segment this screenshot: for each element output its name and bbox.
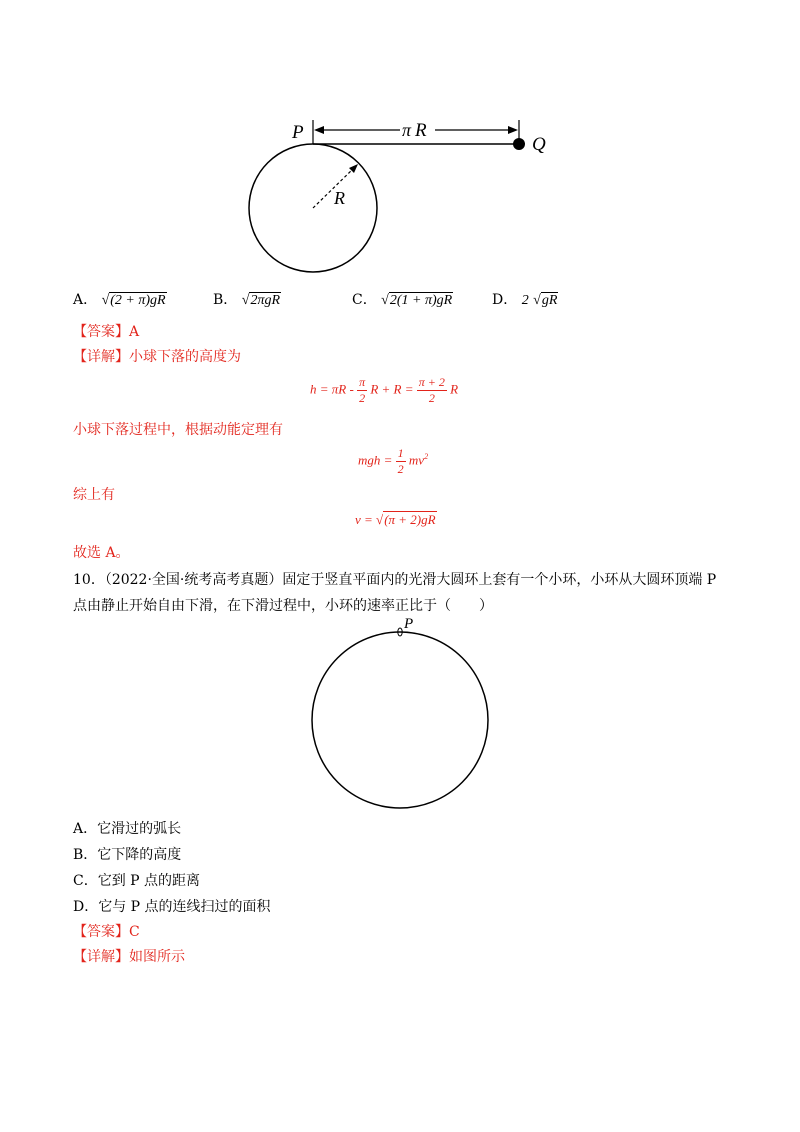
equation-velocity: v = √(π + 2)gR [355, 512, 436, 527]
option-b: B． √2πgR [213, 292, 281, 308]
equation-energy: mgh = $\frac{1}{2}$ $mv^2$ [358, 446, 429, 476]
label-pi: π [402, 120, 412, 140]
q9-conclusion: 故选 A。 [73, 545, 130, 561]
ring-label-p: P [404, 616, 414, 632]
q10-answer: 【答案】C [73, 924, 140, 940]
figure-ring [300, 614, 500, 814]
q10-option-b: B．它下降的高度 [73, 847, 182, 863]
q10-option-c: C．它到 P 点的距离 [73, 873, 201, 889]
q10-stem-line2: 点由静止开始自由下滑，在下滑过程中，小环的速率正比于（ ） [73, 598, 493, 614]
option-c: C． √2(1 + π)gR [352, 292, 453, 308]
q9-detail-line2: 小球下落过程中，根据动能定理有 [73, 422, 283, 438]
q10-stem-line1: 10．（2022·全国·统考高考真题）固定于竖直平面内的光滑大圆环上套有一个小环，小环从大圆环顶端 P [73, 572, 717, 588]
ball-q [513, 138, 525, 150]
option-d: D． 2 √gR [492, 292, 558, 308]
label-q: Q [532, 134, 546, 155]
equation-height: h = πR - $\frac{\pi}{2}$ R + R = $\frac{\pi + 2}{2}$ R [310, 375, 459, 405]
q10-option-a: A．它滑过的弧长 [73, 821, 182, 837]
large-ring [312, 632, 488, 808]
label-r: R [334, 188, 345, 208]
q9-answer: 【答案】A [73, 324, 140, 340]
q9-detail-line3: 综上有 [73, 487, 115, 503]
q10-detail: 【详解】如图所示 [73, 949, 185, 965]
q9-detail-intro: 【详解】小球下落的高度为 [73, 349, 241, 365]
q10-option-d: D．它与 P 点的连线扫过的面积 [73, 899, 271, 915]
figure-circle-pq [230, 110, 570, 280]
label-r-top: R [415, 120, 427, 141]
label-p: P [292, 122, 304, 143]
option-a: A． √(2 + π)gR [73, 292, 166, 308]
